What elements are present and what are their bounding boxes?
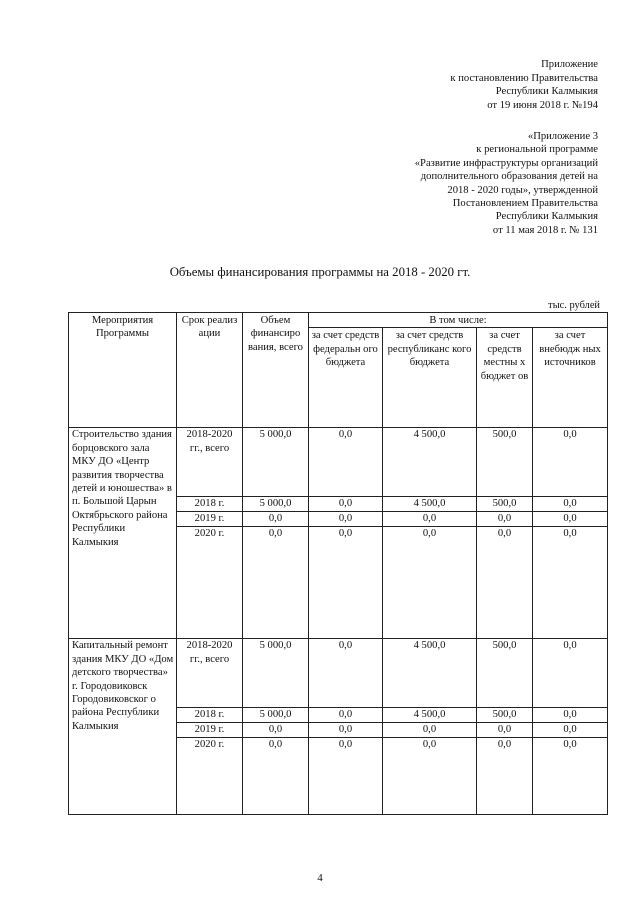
volume-cell: 0,0 bbox=[243, 527, 309, 639]
page-title: Объемы финансирования программы на 2018 - 2020 гт. bbox=[169, 265, 471, 279]
federal-cell: 0,0 bbox=[309, 708, 383, 723]
event-name: Капитальный ремонт здания МКУ ДО «Дом детского творчества» г. Городовиковск Городовиковског о района Республики Калмыкия bbox=[69, 639, 177, 815]
term-cell: 2020 г. bbox=[177, 738, 243, 815]
republic-cell: 0,0 bbox=[383, 723, 477, 738]
extra-cell: 0,0 bbox=[533, 738, 608, 815]
table-row bbox=[69, 428, 608, 497]
financing-table bbox=[68, 312, 608, 815]
extra-cell: 0,0 bbox=[533, 527, 608, 639]
extra-cell: 0,0 bbox=[533, 497, 608, 512]
header-line: к постановлению Правительства bbox=[450, 72, 598, 84]
term-cell: 2018 г. bbox=[177, 708, 243, 723]
header-local: за счет средств местны х бюджет ов bbox=[477, 328, 533, 428]
header-measures: Мероприятия Программы bbox=[69, 313, 177, 428]
republic-cell: 0,0 bbox=[383, 512, 477, 527]
header-line: «Приложение 3 bbox=[527, 131, 598, 142]
extra-cell: 0,0 bbox=[533, 428, 608, 497]
volume-cell: 5 000,0 bbox=[243, 428, 309, 497]
page-number: 4 bbox=[317, 872, 323, 884]
term-cell: 2018-2020 гг., всего bbox=[177, 428, 243, 497]
local-cell: 0,0 bbox=[477, 527, 533, 639]
term-cell: 2018 г. bbox=[177, 497, 243, 512]
volume-cell: 0,0 bbox=[243, 738, 309, 815]
republic-cell: 4 500,0 bbox=[383, 639, 477, 708]
republic-cell: 4 500,0 bbox=[383, 428, 477, 497]
extra-cell: 0,0 bbox=[533, 639, 608, 708]
volume-cell: 0,0 bbox=[243, 723, 309, 738]
term-cell: 2020 г. bbox=[177, 527, 243, 639]
header-line: «Развитие инфраструктуры организаций bbox=[414, 157, 598, 169]
header-appendix bbox=[330, 58, 598, 112]
local-cell: 0,0 bbox=[477, 723, 533, 738]
republic-cell: 4 500,0 bbox=[383, 708, 477, 723]
local-cell: 500,0 bbox=[477, 708, 533, 723]
republic-cell: 0,0 bbox=[383, 527, 477, 639]
federal-cell: 0,0 bbox=[309, 738, 383, 815]
header-line: 2018 - 2020 годы», утвержденной bbox=[447, 184, 598, 196]
header-line: Приложение bbox=[541, 59, 598, 70]
term-cell: 2019 г. bbox=[177, 512, 243, 527]
header-line: Республики Калмыкия bbox=[495, 211, 598, 223]
local-cell: 0,0 bbox=[477, 738, 533, 815]
units-label: тыс. рублей bbox=[548, 300, 600, 311]
volume-cell: 5 000,0 bbox=[243, 497, 309, 512]
header-term: Срок реализ ации bbox=[177, 313, 243, 428]
volume-cell: 0,0 bbox=[243, 512, 309, 527]
header-republic: за счет средств республиканс кого бюджета bbox=[383, 328, 477, 428]
table-row bbox=[69, 639, 608, 708]
federal-cell: 0,0 bbox=[309, 723, 383, 738]
federal-cell: 0,0 bbox=[309, 428, 383, 497]
volume-cell: 5 000,0 bbox=[243, 708, 309, 723]
extra-cell: 0,0 bbox=[533, 723, 608, 738]
local-cell: 500,0 bbox=[477, 639, 533, 708]
term-cell: 2019 г. bbox=[177, 723, 243, 738]
federal-cell: 0,0 bbox=[309, 512, 383, 527]
header-extra: за счет внебюдж ных источников bbox=[533, 328, 608, 428]
federal-cell: 0,0 bbox=[309, 497, 383, 512]
republic-cell: 0,0 bbox=[383, 738, 477, 815]
header-line: дополнительного образования детей на bbox=[420, 171, 598, 183]
header-federal: за счет средств федеральн ого бюджета bbox=[309, 328, 383, 428]
republic-cell: 4 500,0 bbox=[383, 497, 477, 512]
header-line: к региональной программе bbox=[476, 144, 598, 156]
local-cell: 500,0 bbox=[477, 497, 533, 512]
local-cell: 500,0 bbox=[477, 428, 533, 497]
header-line: Постановлением Правительства bbox=[452, 198, 598, 210]
federal-cell: 0,0 bbox=[309, 527, 383, 639]
header-annex bbox=[330, 130, 598, 237]
local-cell: 0,0 bbox=[477, 512, 533, 527]
volume-cell: 5 000,0 bbox=[243, 639, 309, 708]
header-line: Республики Калмыкия bbox=[495, 86, 598, 98]
event-name: Строительство здания борцовского зала МКУ ДО «Центр развития творчества детей и юношества» в п. Большой Царын Октябрьского района Республики Калмыкия bbox=[69, 428, 177, 639]
extra-cell: 0,0 bbox=[533, 512, 608, 527]
extra-cell: 0,0 bbox=[533, 708, 608, 723]
header-line: от 19 июня 2018 г. №194 bbox=[487, 99, 598, 111]
header-including: В том числе: bbox=[309, 313, 608, 328]
term-cell: 2018-2020 гг., всего bbox=[177, 639, 243, 708]
header-volume: Объем финансиро вания, всего bbox=[243, 313, 309, 428]
header-line: от 11 мая 2018 г. № 131 bbox=[492, 224, 598, 236]
federal-cell: 0,0 bbox=[309, 639, 383, 708]
